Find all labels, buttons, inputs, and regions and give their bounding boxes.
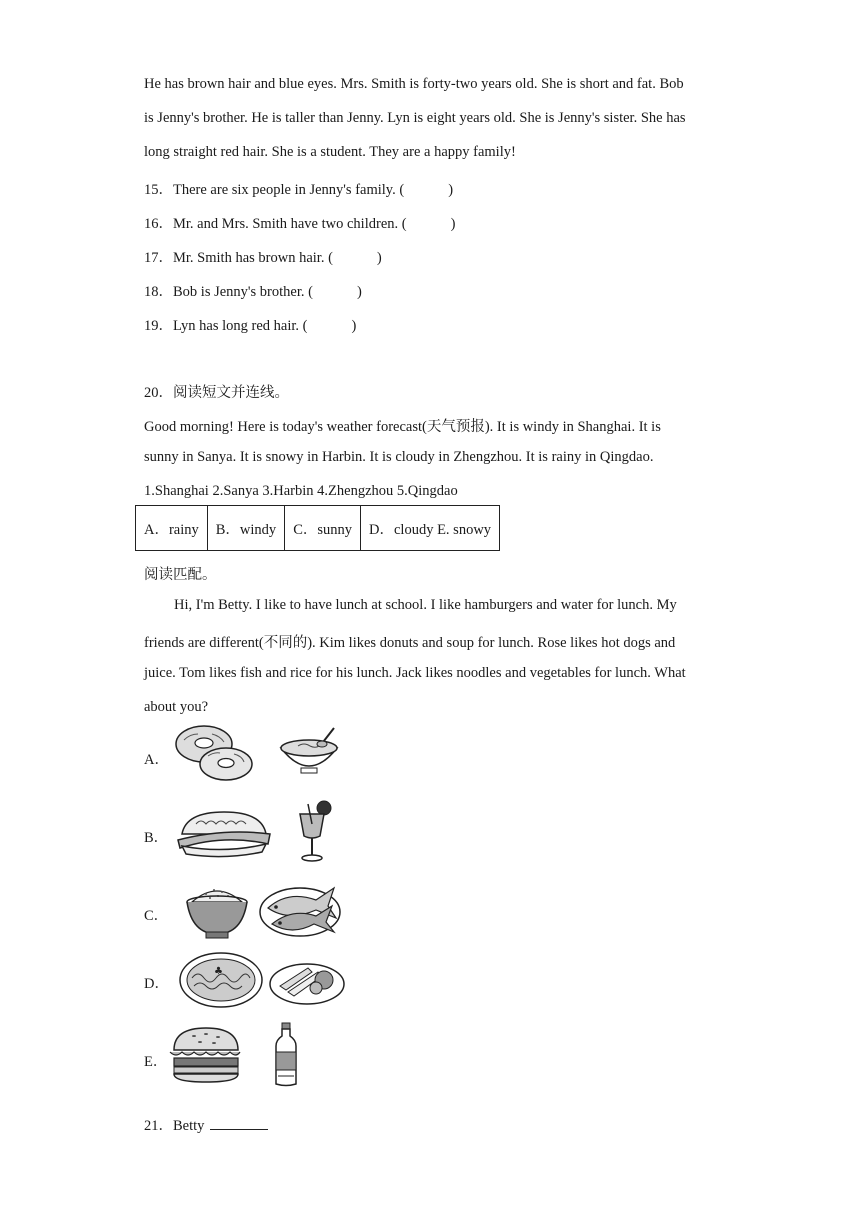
picture-option-e: E． — [144, 1022, 364, 1092]
passage-line: is Jenny's brother. He is taller than Jenny. Lyn is eight years old. She is Jenny's sister. She has — [144, 110, 686, 126]
hamburger-icon — [168, 1026, 244, 1084]
weather-options-table — [135, 505, 500, 551]
q20-heading: 20．阅读短文并连线。 — [144, 385, 289, 401]
reading-line: Hi, I'm Betty. I like to have lunch at school. I like hamburgers and water for lunch. My — [174, 597, 677, 613]
answer-blank[interactable] — [210, 1115, 268, 1130]
picture-option-d: D． ♣ — [144, 948, 364, 1018]
noodles-plate-icon — [178, 950, 264, 1010]
passage-line: He has brown hair and blue eyes. Mrs. Smith is forty-two years old. She is short and fat. Bob — [144, 76, 684, 92]
q20-text-line: Good morning! Here is today's weather forecast(天气预报). It is windy in Shanghai. It is — [144, 419, 661, 435]
picture-option-b: B． — [144, 800, 364, 870]
reading-heading: 阅读匹配。 — [144, 567, 217, 583]
donuts-icon — [172, 722, 256, 784]
picture-option-a: A． — [144, 722, 364, 792]
question-16: 16．Mr. and Mrs. Smith have two children. ( ) — [144, 216, 456, 232]
juice-glass-icon — [294, 800, 334, 864]
reading-line: about you? — [144, 699, 209, 715]
water-bottle-icon — [274, 1022, 298, 1088]
vegetables-plate-icon — [268, 954, 346, 1006]
soup-bowl-icon — [276, 724, 342, 782]
question-15: 15．There are six people in Jenny's family. ( ) — [144, 182, 454, 198]
passage-line: long straight red hair. She is a student. They are a happy family! — [144, 144, 516, 160]
option-c: C．sunny — [285, 506, 361, 551]
q20-text-line: sunny in Sanya. It is snowy in Harbin. It is cloudy in Zhengzhou. It is rainy in Qingdao. — [144, 449, 654, 465]
q20-cities: 1.Shanghai 2.Sanya 3.Harbin 4.Zhengzhou 5.Qingdao — [144, 483, 458, 499]
question-17: 17．Mr. Smith has brown hair. ( ) — [144, 250, 382, 266]
reading-line: juice. Tom likes fish and rice for his lunch. Jack likes noodles and vegetables for lunch. What — [144, 665, 686, 681]
option-a: A．rainy — [136, 506, 208, 551]
reading-line: friends are different(不同的). Kim likes donuts and soup for lunch. Rose likes hot dogs and — [144, 635, 676, 651]
hot-dog-icon — [176, 804, 272, 858]
rice-bowl-icon — [184, 880, 250, 942]
option-b: B．windy — [207, 506, 284, 551]
option-d-e: D．cloudy E. snowy — [361, 506, 500, 551]
question-21: 21．Betty — [144, 1114, 268, 1135]
question-18: 18．Bob is Jenny's brother. ( ) — [144, 284, 362, 300]
svg-text:♣: ♣ — [214, 966, 223, 977]
fish-plate-icon — [258, 878, 344, 940]
picture-option-c: C． — [144, 878, 364, 948]
question-19: 19．Lyn has long red hair. ( ) — [144, 318, 357, 334]
